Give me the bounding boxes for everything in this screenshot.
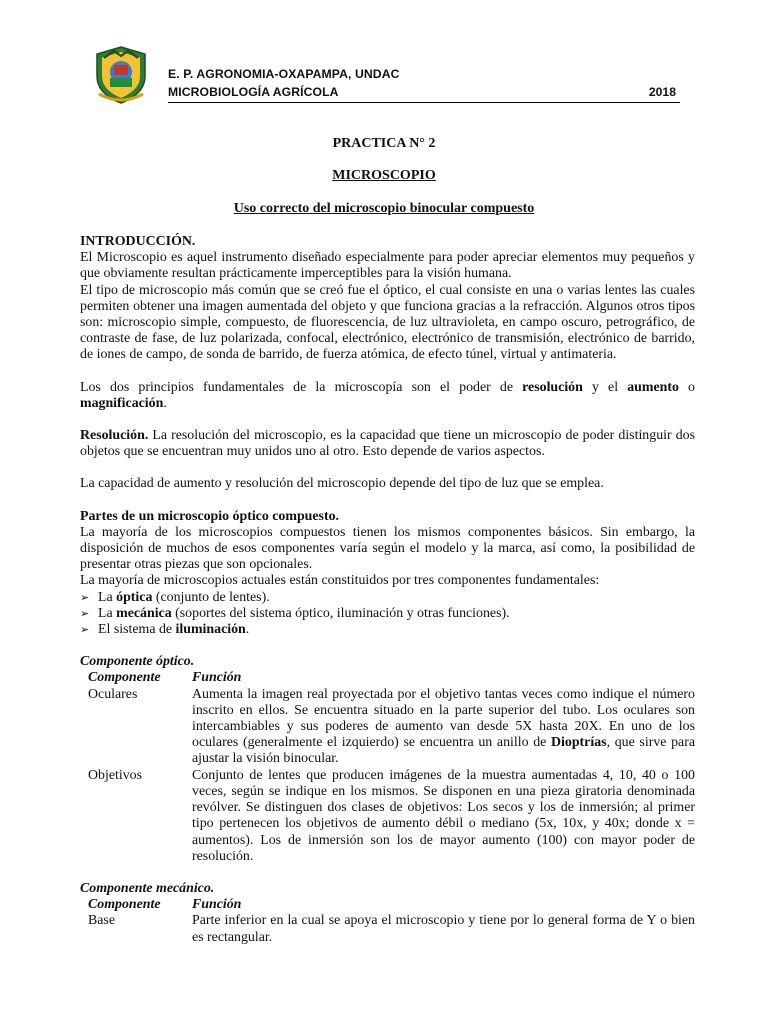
university-logo	[90, 44, 152, 106]
component-name: Oculares	[88, 686, 138, 702]
intro-paragraph-2: El tipo de microscopio más común que se creó fue el óptico, el cual consiste en una o varias lentes las cuales permiten obtener una imagen aumentada del objeto y que funciona gracias a la refracción. Algunos otros tipos son: microscopio simple, compuesto, de fluorescencia, de luz ultravioleta, en campo oscuro, petrográfico, de contraste de fase, de luz polarizada, confocal, electrónico, electrónico de transmisión, electrónico de barrido, de iones de campo, de sonda de barrido, de fuerza atómica, de efecto túnel, virtual y antimateria.	[80, 282, 695, 363]
table-row	[80, 913, 695, 945]
column-header: Componente	[88, 897, 161, 913]
intro-heading: INTRODUCCIÓN.	[80, 234, 196, 249]
list-item: ➢ La óptica (conjunto de lentes).	[80, 589, 270, 605]
component-name: Objetivos	[88, 767, 143, 783]
components-list	[80, 590, 695, 639]
intro-paragraph-1: El Microscopio es aquel instrumento diseñado especialmente para poder apreciar elementos muy pequeños y que obviamente resultan prácticamente imperceptibles para la visión humana.	[80, 250, 695, 282]
header-rule	[168, 102, 680, 103]
parts-heading: Partes de un microscopio óptico compuesto.	[80, 508, 340, 524]
header-year: 2018	[648, 85, 676, 99]
table-header-row	[80, 897, 695, 913]
list-item: ➢ La mecánica (soportes del sistema óptico, iluminación y otras funciones).	[80, 605, 510, 621]
component-function: Parte inferior en la cual se apoya el microscopio y tiene por lo general forma de Y o bien es rectangular.	[192, 913, 695, 945]
column-header: Función	[192, 670, 242, 686]
arrow-bullet-icon: ➢	[80, 624, 90, 637]
practice-number: PRACTICA N° 2	[332, 136, 436, 151]
practice-topic: MICROSCOPIO	[332, 168, 436, 183]
table-row	[80, 768, 695, 865]
parts-paragraph-2: La mayoría de microscopios actuales están constituidos por tres componentes fundamentales:	[80, 573, 600, 589]
component-function: Aumenta la imagen real proyectada por el objetivo tantas veces como indique el número inscrito en ellos. Se encuentra situado en la parte superior del tubo. Los oculares son intercambiables y sus poderes de aumento van desde 5X hasta 20X. En uno de los oculares (generalmente el izquierdo) se encuentra un anillo de Dioptrías, que sirve para ajustar la visión binocular.	[192, 686, 696, 767]
parts-paragraph-1: La mayoría de los microscopios compuestos tienen los mismos componentes básicos. Sin embargo, la disposición de muchos de esos componentes varía según el modelo y la marca, así como, la posibilidad de presentar otras piezas que son opcionales.	[80, 524, 695, 573]
optical-heading: Componente óptico.	[80, 654, 195, 670]
mechanical-table	[80, 897, 695, 946]
resolution-paragraph: Resolución. La resolución del microscopio, es la capacidad que tiene un microscopio de poder distinguir dos objetos que se encuentran muy unidos uno al otro. Esto depende de varios aspectos.	[80, 428, 695, 460]
page-header	[90, 44, 690, 114]
header-course: MICROBIOLOGÍA AGRÍCOLA	[168, 85, 339, 99]
component-name: Base	[88, 913, 116, 929]
table-header-row	[80, 670, 695, 686]
arrow-bullet-icon: ➢	[80, 607, 90, 620]
table-row	[80, 687, 695, 768]
document-body	[80, 234, 695, 946]
principles-paragraph: Los dos principios fundamentales de la microscopía son el poder de resolución y el aumento o magnificación.	[80, 379, 696, 411]
practice-subtitle: Uso correcto del microscopio binocular compuesto	[233, 201, 535, 216]
optical-table	[80, 670, 695, 864]
header-school: E. P. AGRONOMIA-OXAPAMPA, UNDAC	[168, 67, 400, 81]
component-function: Conjunto de lentes que producen imágenes de la muestra aumentadas 4, 10, 40 o 100 veces, según se indique en los mismos. Se disponen en una pieza giratoria denominada revólver. Se distinguen dos clases de objetivos: Los secos y los de inmersión; al primer tipo pertenecen los objetivos de aumento débil o mediano (5x, 10x, y 40x; donde x = aumentos). Los de inmersión son los de mayor aumento (100) con mayor poder de resolución.	[192, 767, 695, 864]
capacity-paragraph: La capacidad de aumento y resolución del microscopio depende del tipo de luz que se emplea.	[80, 476, 604, 492]
mechanical-heading: Componente mecánico.	[80, 880, 215, 896]
list-item: ➢ El sistema de iluminación.	[80, 622, 250, 638]
resolution-label: Resolución.	[80, 428, 149, 444]
column-header: Función	[192, 897, 242, 913]
arrow-bullet-icon: ➢	[80, 591, 90, 604]
column-header: Componente	[88, 670, 161, 686]
